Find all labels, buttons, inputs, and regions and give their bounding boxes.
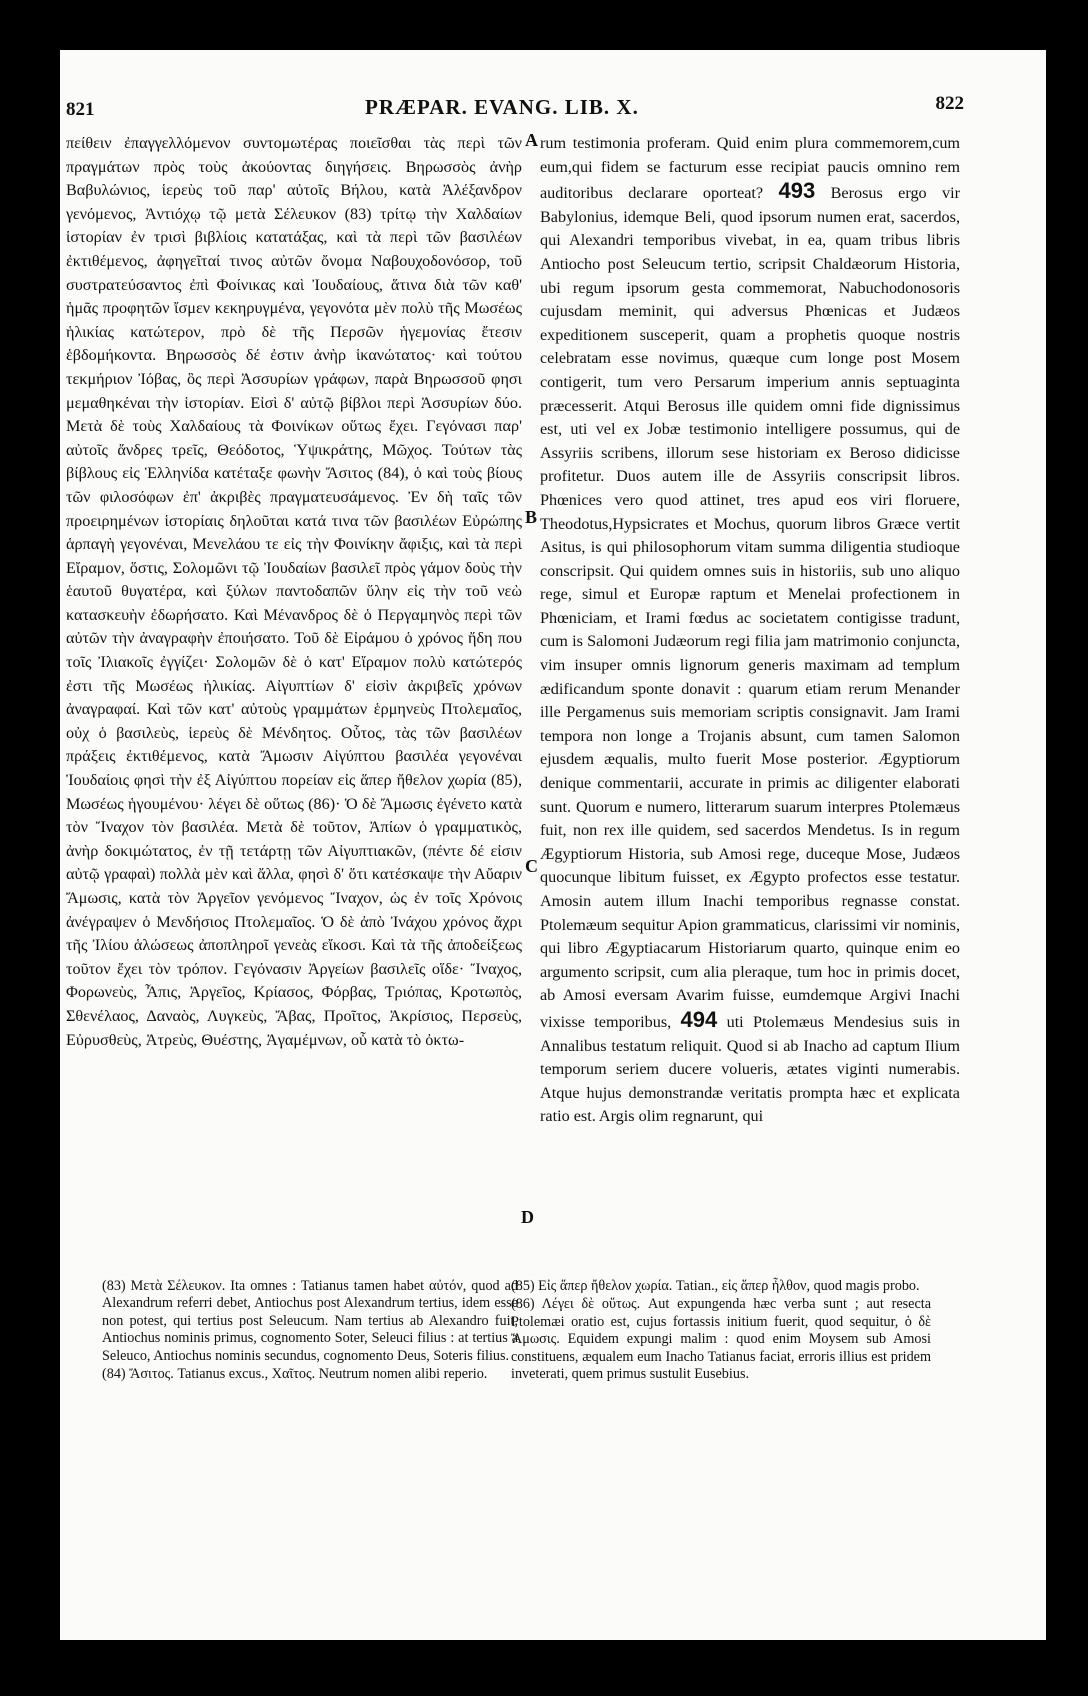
margin-letter-b: B [525, 507, 538, 527]
margin-letter-a: A [525, 130, 538, 150]
footnote-86: (86) Λέγει δὲ οὕτως. Aut expungenda hæc verba sunt ; aut resecta Ptolemæi oratio est, cujus fortassis initium fuerit, quod sequitur, ὁ δὲ Ἄμωσις. Equidem expungi malim : quod enim Moysem sub Amosi constituens, æqualem eum Inacho Tatianus faciat, erroris illius est pridem inveterati, quem primus sustulit Eusebius. [511, 1296, 931, 1383]
margin-letter-c: C [525, 856, 538, 876]
footnotes-right [511, 1278, 931, 1384]
section-number-493: 493 [778, 178, 816, 204]
greek-text-column [66, 132, 522, 1052]
greek-paragraph: πείθειν ἐπαγγελλόμενον συντομωτέρας ποιεῖσθαι τὰς περὶ τῶν πραγμάτων πρὸς τοὺς ἀκούοντας διηγήσεις. Βηρωσσὸς ἀνὴρ Βαβυλώνιος, ἱερεὺς τοῦ παρ' αὐτοῖς Βήλου, κατὰ Ἀλέξανδρον γενόμενος, Ἀντιόχῳ τῷ μετὰ Σέλευκον (83) τρίτῳ τὴν Χαλδαίων ἱστορίαν ἐν τρισὶ βιβλίοις κατατάξας, καὶ τὰ περὶ τῶν βασιλέων ἐκτιθέμενος, ἀφηγεῖταί τινος αὐτῶν ὄνομα Ναβουχοδονόσορ, τοῦ συστρατεύσαντος ἐπὶ Φοίνικας καὶ Ἰουδαίους, ἅτινα διὰ τῶν καθ' ἡμᾶς προφητῶν ἴσμεν κεκηρυγμένα, γεγονότα μὲν πολὺ τῆς Μωσέως ἡλικίας κατώτερον, πρὸ δὲ τῆς Περσῶν ἡγεμονίας ἔτεσιν ἑβδομήκοντα. Βηρωσσὸς δέ ἐστιν ἀνὴρ ἱκανώτατος· καὶ τούτου τεκμήριον Ἰόβας, ὃς περὶ Ἀσσυρίων γράφων, παρὰ Βηρωσσοῦ φησι μεμαθηκέναι τὴν ἱστορίαν. Εἰσὶ δ' αὐτῷ βίβλοι περὶ Ἀσσυρίων δύο. Μετὰ δὲ τοὺς Χαλδαίους τὰ Φοινίκων οὕτως ἔχει. Γεγόνασι παρ' αὐτοῖς ἄνδρες τρεῖς, Θεόδοτος, Ὑψικράτης, Μῶχος. Τούτων τὰς βίβλους εἰς Ἑλληνίδα κατέταξε φωνὴν Ἄσιτος (84), ὁ καὶ τοὺς βίους τῶν φιλοσόφων ἐπ' ἀκριβὲς πραγματευσάμενος. Ἐν δὴ ταῖς τῶν προειρημένων ἱστορίαις δηλοῦται κατά τινα τῶν βασιλέων Εὐρώπης ἁρπαγὴ γεγονέναι, Μενελάου τε εἰς τὴν Φοινίκην ἄφιξις, καὶ τὰ περὶ Εἴραμον, ὅστις, Σολομῶνι τῷ Ἰουδαίων βασιλεῖ πρὸς γάμον δοὺς τὴν ἑαυτοῦ θυγατέρα, καὶ ξύλων παντοδαπῶν ὕλην εἰς τὴν τοῦ νεὼ κατασκευὴν ἐδωρήσατο. Καὶ Μένανδρος δὲ ὁ Περγαμηνὸς περὶ τῶν αὐτῶν τὴν ἀναγραφὴν ἐποιήσατο. Τοῦ δὲ Εἰράμου ὁ χρόνος ἤδη που τοῖς Ἰλιακοῖς ἐγγίζει· Σολομῶν δὲ ὁ κατ' Εἴραμον πολὺ κατώτερός ἐστι τῆς Μωσέως ἡλικίας. Αἰγυπτίων δ' εἰσὶν ἀκριβεῖς χρόνων ἀναγραφαί. Καὶ τῶν κατ' αὐτοὺς γραμμάτων ἑρμηνεὺς Πτολεμαῖος, οὐχ ὁ βασιλεὺς, ἱερεὺς δὲ Μένδητος. Οὗτος, τὰς τῶν βασιλέων πράξεις ἐκτιθέμενος, κατὰ Ἄμωσιν Αἰγύπτου βασιλέα γεγονέναι Ἰουδαίοις φησὶ τὴν ἐξ Αἰγύπτου πορείαν εἰς ἅπερ ἤθελον χωρία (85), Μωσέως ἡγουμένου· λέγει δὲ οὕτως (86)· Ὁ δὲ Ἄμωσις ἐγένετο κατὰ τὸν Ἴναχον τὸν βασιλέα. Μετὰ δὲ τοῦτον, Ἀπίων ὁ γραμματικὸς, ἀνὴρ δοκιμώτατος, ἐν τῇ τετάρτῃ τῶν Αἰγυπτιακῶν, (πέντε δέ εἰσιν αὐτῷ γραφαὶ) πολλὰ μὲν καὶ ἄλλα, φησὶ δ' ὅτι κατέσκαψε τὴν Αὔαριν Ἄμωσις, κατὰ τὸν Ἀργεῖον γενόμενος Ἴναχον, ὡς ἐν τοῖς Χρόνοις ἀνέγραψεν ὁ Μενδήσιος Πτολεμαῖος. Ὁ δὲ ἀπὸ Ἰνάχου χρόνος ἄχρι τῆς Ἰλίου ἁλώσεως ἀποπληροῖ γενεὰς εἴκοσι. Καὶ τὰ τῆς ἀποδείξεως τοῦτον ἔχει τὸν τρόπον. Γεγόνασιν Ἀργείων βασιλεῖς οἵδε· Ἴναχος, Φορωνεὺς, Ἆπις, Ἀργεῖος, Κρίασος, Φόρβας, Τριόπας, Κροτωπὸς, Σθενέλαος, Δαναὸς, Λυγκεὺς, Ἄβας, Προῖτος, Ἀκρίσιος, Περσεὺς, Εὐρυσθεὺς, Ἀτρεὺς, Θυέστης, Ἀγαμέμνων, οὗ κατὰ τὸ ὀκτω- [66, 134, 522, 1049]
left-page-number: 821 [66, 99, 95, 120]
latin-paragraph [540, 132, 960, 1129]
margin-letter-d: D [521, 1207, 534, 1227]
right-page-number: 822 [935, 93, 964, 114]
book-page [60, 50, 1046, 1640]
footnote-85: (85) Εἰς ἅπερ ἤθελον χωρία. Tatian., εἰς ἅπερ ἦλθον, quod magis probo. [511, 1278, 920, 1294]
latin-text-493: Berosus ergo vir Babylonius, idemque Beli, quod ipsorum numen erat, sacerdos, qui Alexandri temporibus vivebat, in ea, quam tribus libris Antiocho post Seleucum tertio, scripsit Chaldæorum Historia, ubi regum ipsorum gesta commemorat, Nabuchodonosoris cujusdam meminit, qui adversus Phœnicas et Judæos expeditionem susceperit, quam a prophetis quoque nostris celebratam esse novimus, quæque cum longe post Mosem contigerit, tum vero Persarum imperium annis septuaginta præcesserit. Atqui Berosus ille quidem omni fide dignissimus est, uti vel ex Jobæ testimonio intelligere possumus, qui de Assyriis scribens, illorum sese historiam ex Beroso didicisse profitetur. Duos autem ille de Assyriis conscripsit libros. Phœnices vero quod attinet, tres apud eos viri floruere, Theodotus,Hypsicrates et Mochus, quorum libros Græce vertit Asitus, is qui philosophorum vitam summa diligentia studioque conscripsit. Qui quidem omnes suis in historiis, sub uno aliquo rege, simul et Europæ raptum et Menelai profectionem in Phœniciam, et Irami fœdus ac societatem contigisse tradunt, cum is Salomoni Judæorum regi filia jam matrimonio conjuncta, vim insuper omnis lignorum generis maximam ad templum ædificandum sponte donavit : quarum etiam rerum Menander ille Pergamenus suis memoriam scriptis consignavit. Jam Irami tempora non longe a Trojanis absunt, cum tamen Salomon ejusdem æqualis, multo fuerit Mose posterior. Ægyptiorum denique commentarii, accurate in primis ac diligenter elaborati sunt. Quorum e numero, litterarum suarum interpres Ptolemæus fuit, non rex ille quidem, sed sacerdos Mendetus. Is in regum Ægyptiorum Historia, sub Amosi rege, duceque Mose, Judæos quocunque libitum fuisset, ex Ægypto profectos esse testatur. Amosin autem illum Inachi temporibus regnasse constat. Ptolemæum sequitur Apion grammaticus, clarissimi vir nominis, qui libro Ægyptiacarum Historiarum quarto, quinque enim eo argumento scripsit, cum alia pleraque, tum hoc in primis docet, ab Amosi eversam Avarim fuisse, eumdemque Argivi Inachi vixisse temporibus, [540, 184, 961, 1031]
latin-opening: rum testimonia proferam. Quid enim plura commemorem,cum eum,qui fidem se facturum esse recipiat paucis omnino rem auditoribus declarare oporteat? [540, 134, 960, 203]
latin-text-column [540, 132, 960, 1129]
running-title: PRÆPAR. EVANG. LIB. X. [365, 95, 639, 119]
footnotes-left [102, 1278, 518, 1384]
section-number-494: 494 [680, 1006, 718, 1032]
footnote-83: (83) Μετὰ Σέλευκον. Ita omnes : Tatianus tamen habet αὐτόν, quod ad Alexandrum referri debet, Antiochus post Alexandrum tertius, idem esse non potest, qui tertius post Seleucum. Nam tertius ab Alexandro fuit, Antiochus nominis primus, cognomento Soter, Seleuci filius : at tertius a Seleuco, Antiochus nominis secundus, cognomento Deus, Soteris filius. [102, 1278, 518, 1364]
latin-text-494: uti Ptolemæus Mendesius suis in Annalibus testatum reliquit. Quod si ab Inacho ad captum Ilium temporum seriem ducere volueris, ætates viginti numerabis. Atque hujus demonstrandæ veritatis prompta hæc et explicata ratio est. Argis olim regnarunt, qui [540, 1012, 961, 1126]
footnote-84: (84) Ἄσιτος. Tatianus excus., Χαῖτος. Neutrum nomen alibi reperio. [102, 1366, 488, 1383]
page-header [60, 93, 1046, 119]
